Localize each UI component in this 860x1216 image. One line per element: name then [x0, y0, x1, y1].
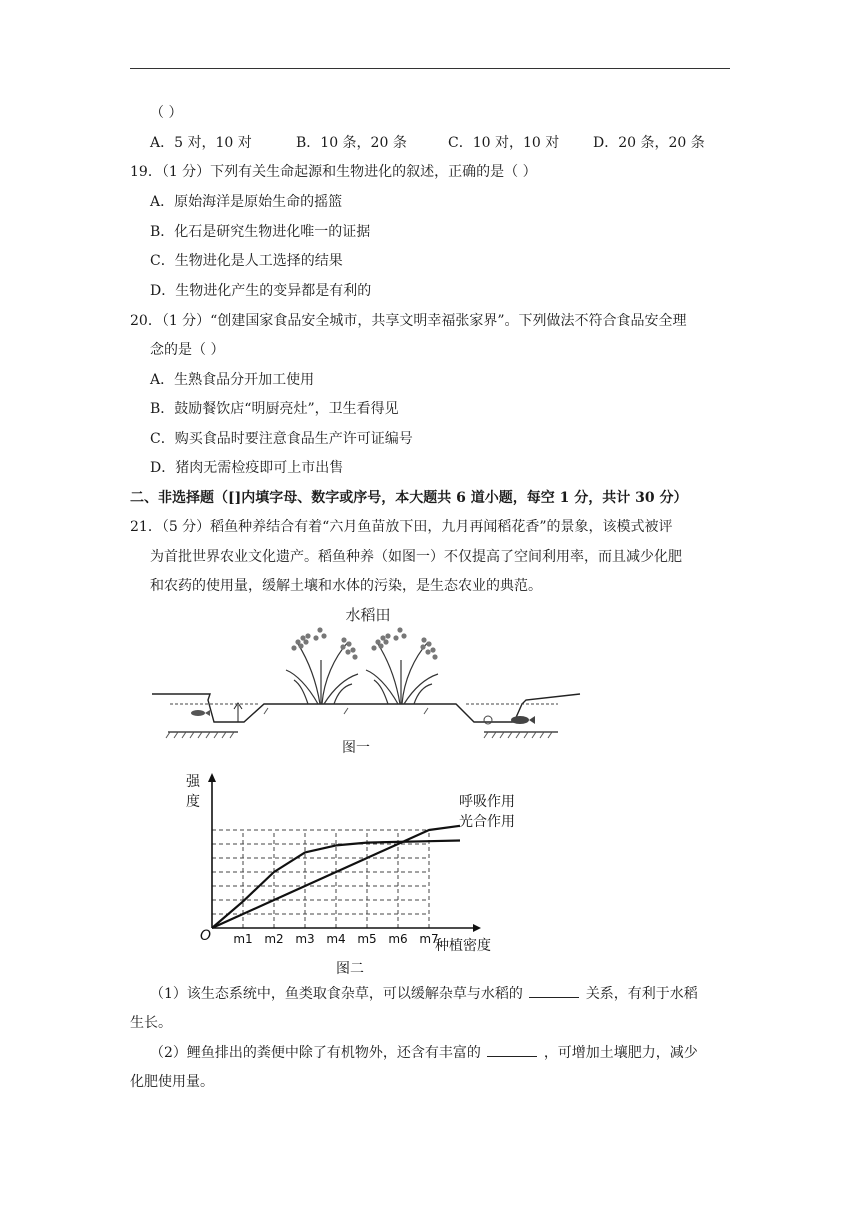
x-tick-label: m5: [357, 932, 377, 946]
x-tick-label: m7: [419, 932, 439, 946]
q19-option-c: C．生物进化是人工选择的结果: [150, 253, 343, 269]
q21-sub1-blank[interactable]: [529, 983, 579, 998]
series-label-1: 呼吸作用: [459, 794, 515, 810]
y-axis-arrow-icon: [208, 773, 216, 782]
x-axis-label: 种植密度: [435, 938, 491, 954]
q18-option-c: C．10 对，10 对: [448, 135, 560, 151]
origin-label: O: [200, 928, 212, 944]
q18-option-a: A．5 对，10 对: [150, 135, 252, 151]
q20-option-c: C．购买食品时要注意食品生产许可证编号: [150, 431, 413, 447]
q18-option-b: B．10 条，20 条: [296, 135, 407, 151]
q18-paren: （ ）: [150, 105, 183, 121]
section2-heading: 二、非选择题（[]内填字母、数字或序号，本大题共 6 道小题，每空 1 分，共计 30 分）: [130, 490, 688, 506]
snail-icon: [484, 716, 492, 724]
q19-stem: 19．（1 分）下列有关生命起源和生物进化的叙述，正确的是（ ）: [130, 164, 537, 180]
q21-sub1-line1: [150, 983, 698, 1004]
x-tick-label: m1: [233, 932, 253, 946]
q20-stem-line1: 20．（1 分）“创建国家食品安全城市，共享文明幸福张家界”。下列做法不符合食品安全理: [130, 313, 687, 329]
q21-stem-line1: 21．（5 分）稻鱼种养结合有着“六月鱼苗放下田，九月再闻稻花香”的景象，该模式被评: [130, 519, 673, 535]
rice-grain-icon: [371, 627, 437, 659]
figure2-caption: 图二: [336, 961, 364, 977]
q21-sub2-post: ，可增加土壤肥力，减少: [543, 1045, 698, 1061]
q21-sub2-pre: （2）鲤鱼排出的粪便中除了有机物外，还含有丰富的: [150, 1045, 481, 1061]
q20-stem-line2: 念的是（ ）: [150, 342, 225, 358]
x-tick-label: m2: [264, 932, 284, 946]
q18-option-d: D．20 条，20 条: [593, 135, 705, 151]
q19-option-d: D．生物进化产生的变异都是有利的: [150, 283, 372, 299]
fish-icon: [511, 716, 535, 724]
q19-option-a: A．原始海洋是原始生命的摇篮: [150, 194, 343, 210]
y-axis-label: 强: [186, 774, 200, 790]
x-axis-arrow-icon: [473, 924, 481, 932]
x-tick-label: m4: [326, 932, 346, 946]
figure2-chart: [180, 768, 580, 978]
q21-sub2-line2: 化肥使用量。: [130, 1074, 214, 1090]
q21-stem-line3: 和农药的使用量，缓解土壤和水体的污染，是生态农业的典范。: [150, 578, 542, 594]
x-tick-label: m6: [388, 932, 408, 946]
figure1-rice-paddy: [148, 600, 588, 760]
x-tick-label: m3: [295, 932, 315, 946]
q21-sub2-blank[interactable]: [487, 1042, 537, 1057]
series-label-2: 光合作用: [459, 814, 515, 830]
q20-option-a: A．生熟食品分开加工使用: [150, 372, 315, 388]
figure1-caption: 图一: [342, 740, 370, 756]
header-rule: [130, 68, 730, 69]
q21-sub2-line1: [150, 1042, 698, 1063]
q20-option-d: D．猪肉无需检疫即可上市出售: [150, 460, 344, 476]
q21-sub1-line2: 生长。: [130, 1015, 172, 1031]
q21-stem-line2: 为首批世界农业文化遗产。稻鱼种养（如图一）不仅提高了空间利用率，而且减少化肥: [150, 549, 682, 565]
q20-option-b: B．鼓励餐饮店“明厨亮灶”，卫生看得见: [150, 401, 399, 417]
y-axis-label: 度: [186, 794, 200, 810]
q21-sub1-pre: （1）该生态系统中，鱼类取食杂草，可以缓解杂草与水稻的: [150, 986, 523, 1002]
rice-grain-icon: [291, 627, 357, 659]
fish-icon: [191, 710, 210, 716]
q19-option-b: B．化石是研究生物进化唯一的证据: [150, 224, 371, 240]
figure1-title: 水稻田: [345, 606, 391, 624]
q21-sub1-post: 关系，有利于水稻: [585, 986, 698, 1002]
